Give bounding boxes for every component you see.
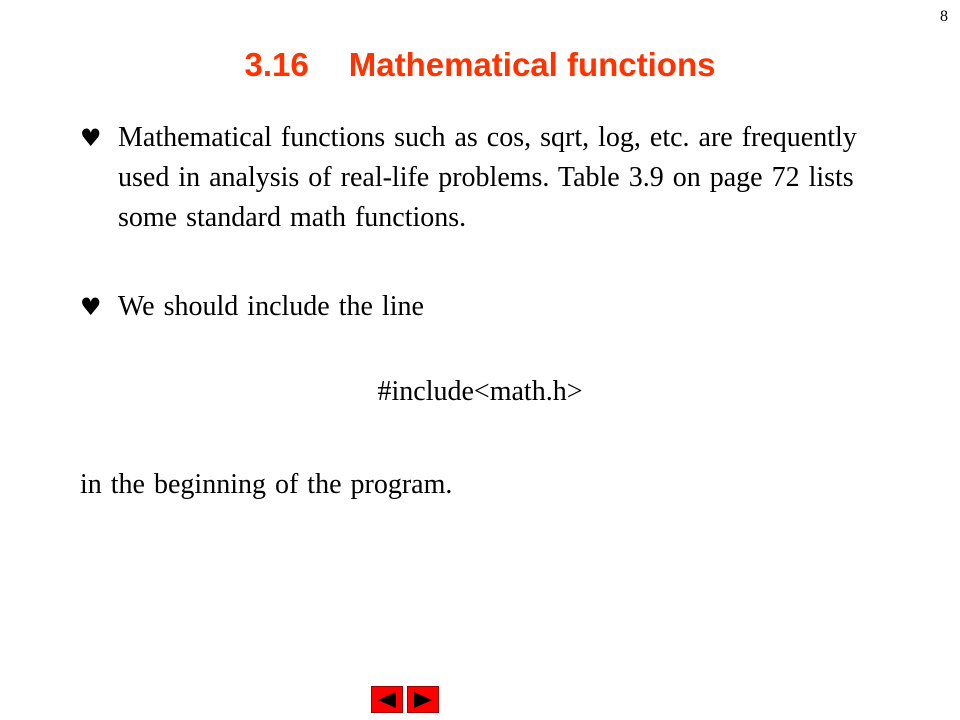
bullet-item: [80, 287, 880, 327]
title-text: Mathematical functions: [348, 46, 716, 83]
bullet-text: We should include the line: [118, 291, 424, 322]
triangle-right-icon: [412, 691, 434, 709]
section-number: 3.16: [244, 46, 309, 83]
slide-title: [0, 46, 960, 84]
slide-navigation: [371, 686, 439, 713]
include-code-line: #include<math.h>: [377, 376, 583, 407]
page-number: 8: [940, 8, 948, 25]
heart-bullet-icon: ♥: [80, 293, 102, 321]
bullet-item: [80, 118, 880, 238]
next-slide-button[interactable]: [407, 686, 439, 713]
heart-bullet-icon: ♥: [80, 124, 102, 152]
previous-slide-button[interactable]: [371, 686, 403, 713]
footer-text: in the beginning of the program.: [80, 469, 453, 500]
bullet-text: Mathematical functions such as cos, sqrt, log, etc. are frequently used in analysis of real-life problems. Table 3.9 on page 72 lists some standard math functions.: [118, 122, 857, 233]
triangle-left-icon: [376, 691, 398, 709]
